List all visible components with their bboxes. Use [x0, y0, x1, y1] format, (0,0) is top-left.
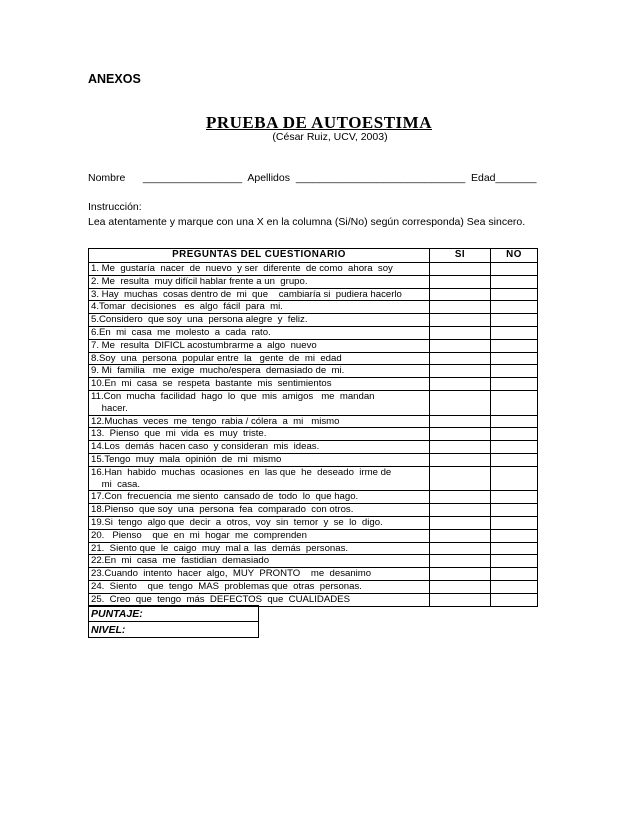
question-text: 23.Cuando intento hacer algo, MUY PRONTO me desanimo	[89, 568, 430, 581]
answer-cell-si[interactable]	[430, 352, 491, 365]
answer-cell-no[interactable]	[491, 326, 538, 339]
answer-cell-no[interactable]	[491, 263, 538, 276]
question-text: 12.Muchas veces me tengo rabia / cólera a mi mismo	[89, 415, 430, 428]
instruction-text: Lea atentamente y marque con una X en la columna (Si/No) según corresponda) Sea sincero.	[88, 216, 526, 228]
answer-cell-si[interactable]	[430, 529, 491, 542]
question-text: 21. Siento que le caigo muy mal a las demás personas.	[89, 542, 430, 555]
question-text: 6.En mi casa me molesto a cada rato.	[89, 326, 430, 339]
answer-cell-si[interactable]	[430, 301, 491, 314]
answer-cell-si[interactable]	[430, 542, 491, 555]
instruction-label: Instrucción:	[88, 201, 142, 213]
header-si: SI	[430, 249, 491, 263]
answer-cell-si[interactable]	[430, 466, 491, 491]
answer-cell-si[interactable]	[430, 365, 491, 378]
questionnaire-table	[88, 248, 538, 607]
table-row	[89, 263, 538, 276]
answer-cell-si[interactable]	[430, 428, 491, 441]
answer-cell-no[interactable]	[491, 365, 538, 378]
answer-cell-no[interactable]	[491, 314, 538, 327]
table-row	[89, 415, 538, 428]
table-row	[89, 466, 538, 491]
question-text: 4.Tomar decisiones es algo fácil para mi.	[89, 301, 430, 314]
answer-cell-si[interactable]	[430, 314, 491, 327]
question-text: 14.Los demás hacen caso y consideran mis ideas.	[89, 441, 430, 454]
table-row	[89, 352, 538, 365]
table-row	[89, 516, 538, 529]
table-row	[89, 529, 538, 542]
answer-cell-si[interactable]	[430, 453, 491, 466]
table-row	[89, 339, 538, 352]
answer-cell-no[interactable]	[491, 466, 538, 491]
question-text: 11.Con mucha facilidad hago lo que mis amigos me mandan hacer.	[89, 390, 430, 415]
answer-cell-no[interactable]	[491, 275, 538, 288]
answer-cell-no[interactable]	[491, 441, 538, 454]
table-row	[89, 275, 538, 288]
answer-cell-no[interactable]	[491, 339, 538, 352]
answer-cell-no[interactable]	[491, 390, 538, 415]
question-text: 13. Pienso que mi vida es muy triste.	[89, 428, 430, 441]
table-row	[89, 326, 538, 339]
answer-cell-si[interactable]	[430, 378, 491, 391]
question-text: 9. Mi familia me exige mucho/espera demasiado de mi.	[89, 365, 430, 378]
question-text: 1. Me gustaría nacer de nuevo y ser diferente de como ahora soy	[89, 263, 430, 276]
answer-cell-no[interactable]	[491, 504, 538, 517]
answer-cell-si[interactable]	[430, 593, 491, 606]
answer-cell-no[interactable]	[491, 491, 538, 504]
answer-cell-si[interactable]	[430, 491, 491, 504]
answer-cell-no[interactable]	[491, 453, 538, 466]
answer-cell-no[interactable]	[491, 580, 538, 593]
table-row	[89, 365, 538, 378]
table-row	[89, 542, 538, 555]
table-row	[89, 288, 538, 301]
answer-cell-no[interactable]	[491, 301, 538, 314]
table-row	[89, 491, 538, 504]
section-heading: ANEXOS	[88, 72, 141, 86]
answer-cell-si[interactable]	[430, 288, 491, 301]
answer-cell-no[interactable]	[491, 529, 538, 542]
question-text: 25. Creo que tengo más DEFECTOS que CUALIDADES	[89, 593, 430, 606]
score-row-puntaje	[89, 606, 259, 622]
table-row	[89, 390, 538, 415]
answer-cell-si[interactable]	[430, 326, 491, 339]
answer-cell-no[interactable]	[491, 555, 538, 568]
form-fields-line: Nombre _________________ Apellidos _____________________________ Edad_______	[88, 172, 537, 184]
answer-cell-no[interactable]	[491, 352, 538, 365]
answer-cell-si[interactable]	[430, 390, 491, 415]
table-row	[89, 314, 538, 327]
page-title: PRUEBA DE AUTOESTIMA	[205, 113, 432, 132]
table-row	[89, 555, 538, 568]
question-text: 22.En mi casa me fastidian demasiado	[89, 555, 430, 568]
answer-cell-no[interactable]	[491, 542, 538, 555]
answer-cell-si[interactable]	[430, 415, 491, 428]
question-text: 10.En mi casa se respeta bastante mis sentimientos	[89, 378, 430, 391]
table-row	[89, 580, 538, 593]
answer-cell-no[interactable]	[491, 415, 538, 428]
table-row	[89, 441, 538, 454]
question-text: 18.Pienso que soy una persona fea comparado con otros.	[89, 504, 430, 517]
header-questions: PREGUNTAS DEL CUESTIONARIO	[89, 249, 430, 263]
nivel-label[interactable]: NIVEL:	[89, 622, 259, 638]
answer-cell-no[interactable]	[491, 378, 538, 391]
answer-cell-si[interactable]	[430, 275, 491, 288]
question-text: 3. Hay muchas cosas dentro de mi que cambiaría si pudiera hacerlo	[89, 288, 430, 301]
table-row	[89, 568, 538, 581]
question-text: 24. Siento que tengo MAS problemas que otras personas.	[89, 580, 430, 593]
table-header-row	[89, 249, 538, 263]
page-subtitle: (César Ruiz, UCV, 2003)	[272, 131, 388, 143]
answer-cell-no[interactable]	[491, 428, 538, 441]
puntaje-label[interactable]: PUNTAJE:	[89, 606, 259, 622]
header-no: NO	[491, 249, 538, 263]
question-text: 16.Han habido muchas ocasiones en las que he deseado irme de mi casa.	[89, 466, 430, 491]
answer-cell-no[interactable]	[491, 568, 538, 581]
answer-cell-no[interactable]	[491, 288, 538, 301]
answer-cell-no[interactable]	[491, 593, 538, 606]
answer-cell-si[interactable]	[430, 504, 491, 517]
answer-cell-si[interactable]	[430, 441, 491, 454]
table-row	[89, 428, 538, 441]
question-text: 5.Considero que soy una persona alegre y feliz.	[89, 314, 430, 327]
question-text: 7. Me resulta DIFICL acostumbrarme a algo nuevo	[89, 339, 430, 352]
question-text: 20. Pienso que en mi hogar me comprenden	[89, 529, 430, 542]
score-table	[88, 605, 259, 638]
answer-cell-si[interactable]	[430, 339, 491, 352]
answer-cell-si[interactable]	[430, 263, 491, 276]
answer-cell-no[interactable]	[491, 516, 538, 529]
question-text: 2. Me resulta muy difícil hablar frente a un grupo.	[89, 275, 430, 288]
table-row	[89, 504, 538, 517]
answer-cell-si[interactable]	[430, 555, 491, 568]
question-text: 15.Tengo muy mala opinión de mi mismo	[89, 453, 430, 466]
table-row	[89, 453, 538, 466]
question-text: 19.Si tengo algo que decir a otros, voy sin temor y se lo digo.	[89, 516, 430, 529]
answer-cell-si[interactable]	[430, 516, 491, 529]
table-row	[89, 378, 538, 391]
question-text: 17.Con frecuencia me siento cansado de todo lo que hago.	[89, 491, 430, 504]
answer-cell-si[interactable]	[430, 568, 491, 581]
question-text: 8.Soy una persona popular entre la gente de mi edad	[89, 352, 430, 365]
answer-cell-si[interactable]	[430, 580, 491, 593]
table-row	[89, 301, 538, 314]
score-row-nivel	[89, 622, 259, 638]
